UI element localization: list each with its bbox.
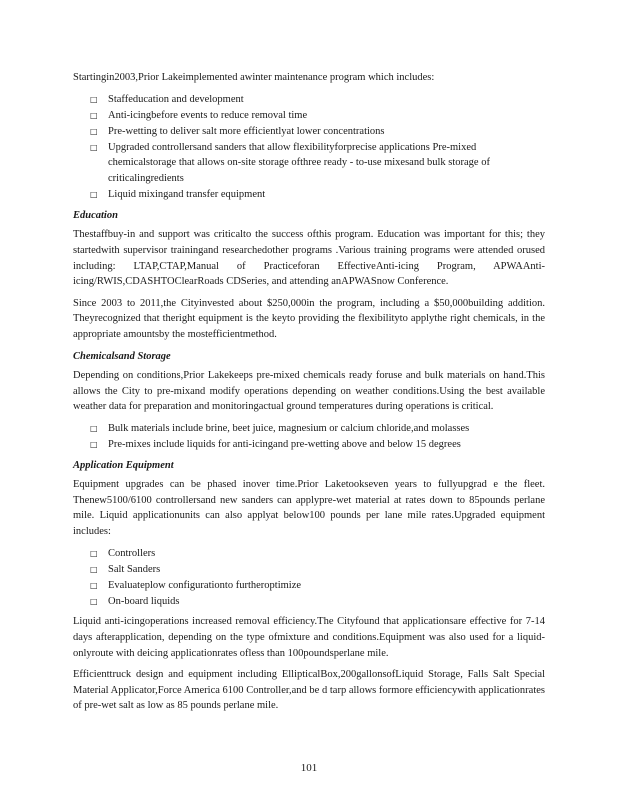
list-item: □ Controllers: [73, 546, 545, 562]
bullet-icon: □: [90, 596, 98, 606]
list-item: □ Liquid mixingand transfer equipment: [73, 187, 545, 203]
education-paragraph: Thestaffbuy-in and support was criticalto the success ofthis program. Education was important for this; they startedwith supervisor trainingand researchedother programs .Various training programs were attended orused including: LTAP,CTAP,Manual of Practiceforan EffectiveAnti-icing Program, APWAAnti-icing/RWIS,CDASHTOClearRoads CDSeries, and attending anAPWASnow Conference.: [73, 229, 545, 288]
document-body: [73, 70, 545, 720]
equipment-paragraph: Equipment upgrades can be phased inover time.Prior Laketookseven years to fullyupgrad e the fleet. Thenew5100/6100 controllersand new sanders can applypre-wet material at rates down to 85pounds perlane mile. Liquid applicationunits can also applyat below100 pounds per lane mile rates.Upgraded equipment includes:: [73, 479, 545, 537]
chemicals-list: [73, 421, 545, 453]
bullet-icon: □: [90, 142, 98, 152]
list-item: □ On-board liquids: [73, 594, 545, 610]
equipment-list: [73, 546, 545, 610]
bullet-icon: □: [90, 548, 98, 558]
bullet-icon: □: [90, 564, 98, 574]
page-number: 101: [300, 762, 318, 774]
bullet-icon: □: [90, 94, 98, 104]
anti-icing-paragraph: Liquid anti-icingoperations increased removal efficiency.The Cityfound that applicationsare effective for 7-14 days afterapplication, depending on the type ofmixture and conditions.Equipment was also used for a liquid-onlyroute with deicing applicationrates ofless than 100poundsperlane mile.: [73, 616, 545, 659]
intro-paragraph: Startingin2003,Prior Lakeimplemented awinter maintenance program which includes:: [73, 72, 435, 83]
bullet-icon: □: [90, 580, 98, 590]
list-item: □ Staffeducation and development: [73, 92, 545, 108]
list-item: □ Salt Sanders: [73, 562, 545, 578]
program-list: [73, 92, 545, 203]
bullet-icon: □: [90, 423, 98, 433]
equipment-heading: Application Equipment: [73, 459, 174, 471]
chemicals-paragraph: Depending on conditions,Prior Lakekeeps pre-mixed chemicals ready foruse and bulk materials on hand.This allows the City to pre-mixand modify operations depending on weather conditions.Using the best available weather data for preparation and monitoringactual ground temperatures during operations is critical.: [73, 370, 545, 413]
list-item: □ Upgraded controllersand sanders that allow flexibilityforprecise applications Pre-mixed chemicalstorage that allows on-site storage ofthree ready - to-use mixesand bulk storage of criticalingredients: [73, 140, 545, 187]
list-item: □ Bulk materials include brine, beet juice, magnesium or calcium chloride,and molasses: [73, 421, 545, 437]
bullet-icon: □: [90, 439, 98, 449]
bullet-icon: □: [90, 190, 98, 200]
list-item: □ Anti-icingbefore events to reduce removal time: [73, 108, 545, 124]
investment-paragraph: Since 2003 to 2011,the Cityinvested about $250,000in the program, including a $50,000building addition. Theyrecognized that theright equipment is the keyto providing the flexibilityto applythe right chemicals, in the appropriate amountsby the mostefficientmethod.: [73, 297, 545, 340]
chemicals-heading: Chemicalsand Storage: [73, 350, 171, 362]
bullet-icon: □: [90, 110, 98, 120]
bullet-icon: □: [90, 126, 98, 136]
list-item: □ Pre-mixes include liquids for anti-icingand pre-wetting above and below 15 degrees: [73, 437, 545, 453]
list-item: □ Pre-wetting to deliver salt more efficientlyat lower concentrations: [73, 124, 545, 140]
list-item: □ Evaluateplow configurationto furtheroptimize: [73, 578, 545, 594]
education-heading: Education: [73, 209, 118, 221]
truck-design-paragraph: Efficienttruck design and equipment including EllipticalBox,200gallonsofLiquid Storage, Falls Salt Special Material Applicator,Force America 6100 Controller,and be d tarp allows formore efficiencywith applicationrates of pre-wet salt as low as 85 pounds perlane mile.: [73, 669, 545, 712]
